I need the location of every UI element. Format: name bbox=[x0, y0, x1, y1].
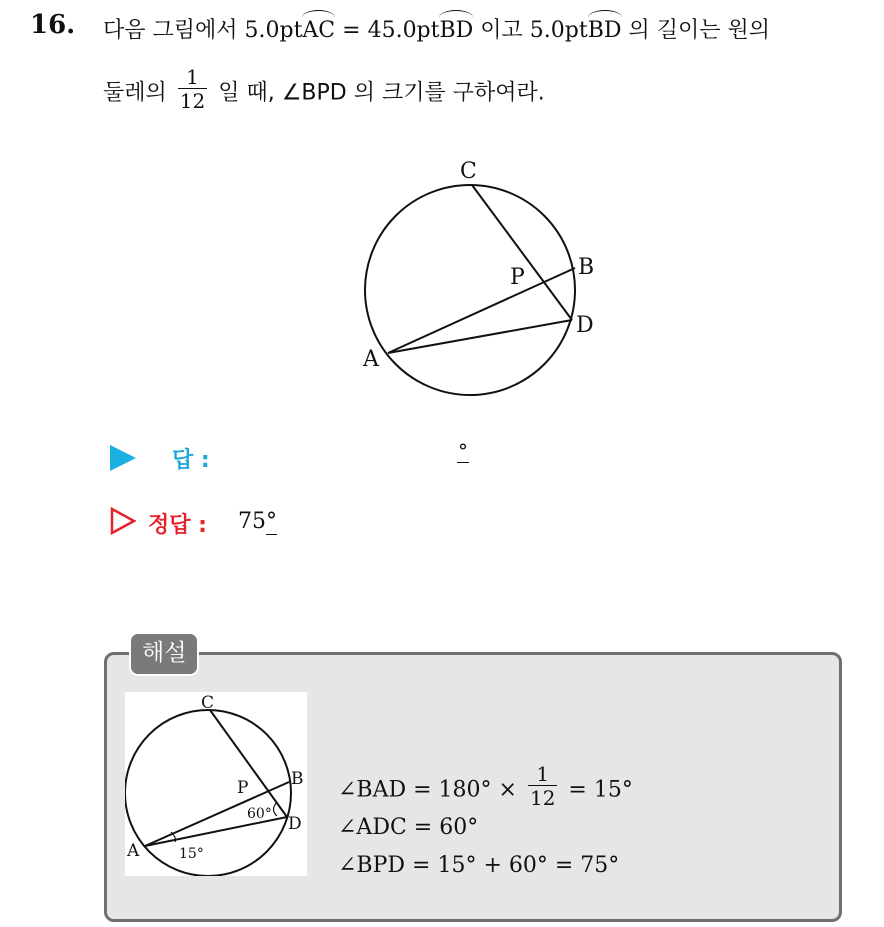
mid-text: 이고 5.0pt bbox=[473, 18, 588, 43]
equation-bpd: ∠BPD = 15° + 60° = 75° bbox=[338, 853, 620, 878]
question-text-line-1 bbox=[103, 13, 770, 44]
correct-label: 정답 : bbox=[148, 513, 207, 538]
question-number: 16. bbox=[30, 10, 76, 40]
label-c: C bbox=[460, 159, 477, 184]
explanation-label-c: C bbox=[201, 693, 215, 713]
correct-answer-row bbox=[110, 505, 510, 545]
correct-unit: ° bbox=[266, 509, 277, 534]
equation-bad bbox=[338, 762, 633, 814]
circle-diagram bbox=[350, 150, 610, 400]
question-line2-before: 둘레의 bbox=[103, 80, 167, 106]
correct-value bbox=[238, 509, 277, 534]
explanation-label-d: D bbox=[288, 814, 302, 834]
outline-triangle-icon bbox=[110, 507, 136, 535]
answer-row bbox=[110, 440, 510, 480]
question-text-line-2 bbox=[103, 65, 545, 117]
chord-ad bbox=[388, 320, 572, 353]
chord-ab bbox=[388, 268, 575, 353]
question-line1-tail: 의 길이는 원의 bbox=[621, 18, 771, 43]
correct-number: 75 bbox=[238, 509, 266, 534]
question-line2-after: 일 때, ∠BPD 의 크기를 구하여라. bbox=[211, 80, 545, 106]
equation-bad-fraction bbox=[528, 763, 557, 810]
arc-bd-first: BD bbox=[439, 18, 474, 43]
fraction-one-twelfth bbox=[178, 66, 207, 113]
explanation-diagram bbox=[125, 692, 307, 876]
question-intro: 다음 그림에서 bbox=[103, 18, 245, 43]
explanation-label-a: A bbox=[127, 841, 140, 861]
equation-bad-denominator: 12 bbox=[529, 786, 556, 810]
explanation-label-b: B bbox=[291, 769, 304, 789]
explanation-tab: 해설 bbox=[129, 632, 199, 676]
chord-cd bbox=[472, 185, 572, 320]
spacing-prefix-1: 5.0pt bbox=[244, 18, 303, 43]
fraction-numerator: 1 bbox=[186, 65, 199, 89]
label-d: D bbox=[576, 313, 594, 338]
fraction-denominator: 12 bbox=[179, 89, 206, 113]
filled-triangle-icon bbox=[110, 445, 136, 471]
label-p: P bbox=[510, 265, 525, 290]
equation-bad-prefix: ∠BAD = 180° × bbox=[338, 777, 524, 803]
equals-part: = 45.0pt bbox=[335, 18, 440, 43]
angle-arc-d bbox=[274, 802, 278, 816]
equation-bad-numerator: 1 bbox=[536, 762, 550, 786]
equation-adc: ∠ADC = 60° bbox=[338, 815, 479, 840]
arc-ac: AC bbox=[302, 18, 336, 43]
arc-bd-second: BD bbox=[587, 18, 622, 43]
label-a: A bbox=[363, 347, 379, 372]
equation-bad-suffix: = 15° bbox=[561, 777, 633, 803]
circle-outline bbox=[365, 185, 575, 395]
answer-label: 답 : bbox=[172, 448, 210, 473]
angle-label-60: 60° bbox=[247, 806, 272, 822]
answer-blank[interactable]: ° bbox=[458, 439, 468, 463]
label-b: B bbox=[578, 255, 595, 280]
angle-label-15: 15° bbox=[179, 846, 204, 862]
explanation-label-p: P bbox=[237, 778, 249, 798]
